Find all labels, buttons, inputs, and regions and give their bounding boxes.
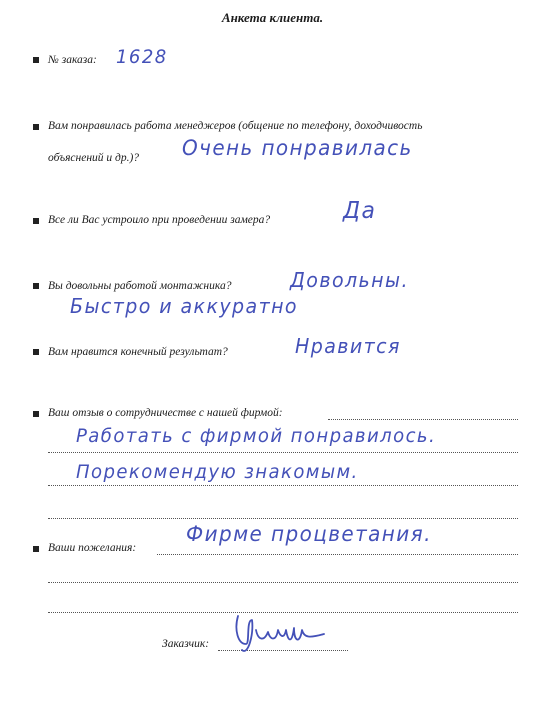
bullet-measure — [33, 218, 39, 224]
bullet-feedback — [33, 411, 39, 417]
feedback-line-3 — [48, 485, 518, 486]
answer-measure: Да — [343, 198, 377, 224]
form-title: Анкета клиента. — [221, 10, 324, 25]
customer-label: Заказчик: — [162, 638, 210, 650]
answer-manager: Очень понравилась — [182, 136, 413, 160]
question-manager-line1: Вам понравилась работа менеджеров (общение по телефону, доходчивость — [48, 120, 423, 132]
answer-result: Нравится — [295, 334, 401, 358]
question-measure: Все ли Вас устроило при проведении замера? — [48, 214, 271, 226]
question-installer: Вы довольны работой монтажника? — [48, 280, 232, 292]
answer-feedback-1: Работать с фирмой понравилось. — [76, 425, 437, 447]
answer-installer-1: Довольны. — [290, 268, 409, 292]
question-feedback: Ваш отзыв о сотрудничестве с нашей фирмой: — [48, 407, 283, 419]
feedback-line-2 — [48, 452, 518, 453]
wishes-line-1 — [157, 554, 518, 555]
question-manager-line2: объяснений и др.)? — [48, 152, 140, 164]
feedback-line-4 — [48, 518, 518, 519]
bullet-installer — [33, 283, 39, 289]
bullet-result — [33, 349, 39, 355]
customer-signature — [228, 600, 338, 660]
question-wishes: Ваши пожелания: — [48, 542, 137, 554]
bullet-manager — [33, 124, 39, 130]
bullet-order — [33, 57, 39, 63]
answer-wishes: Фирме процветания. — [186, 522, 432, 546]
wishes-line-2 — [48, 582, 518, 583]
feedback-line-1 — [328, 419, 518, 420]
bullet-wishes — [33, 546, 39, 552]
question-result: Вам нравится конечный результат? — [48, 346, 228, 358]
answer-installer-2: Быстро и аккуратно — [70, 294, 298, 318]
order-number: 1628 — [116, 46, 168, 68]
order-label: № заказа: — [48, 54, 97, 66]
answer-feedback-2: Порекомендую знакомым. — [76, 461, 359, 483]
